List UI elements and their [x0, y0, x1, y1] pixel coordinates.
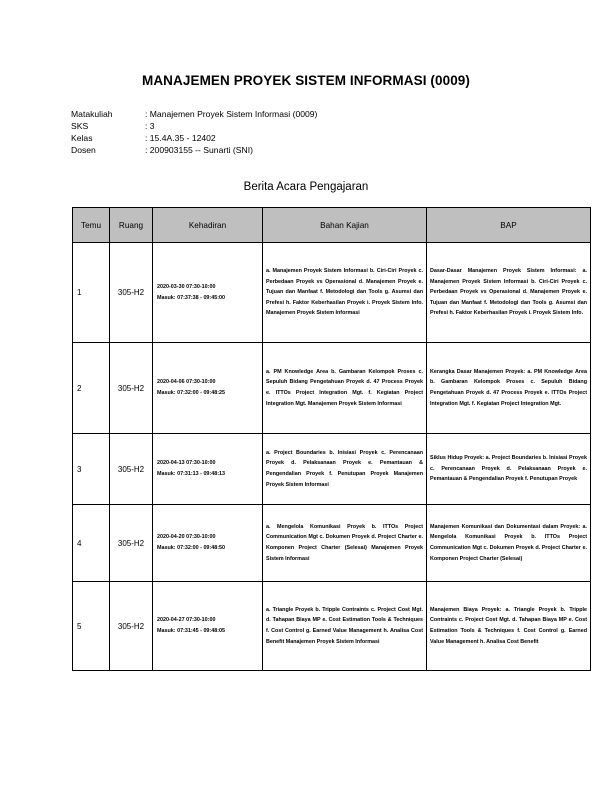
kehadiran-date: 2020-04-20 07:30-10:00	[157, 534, 216, 540]
teaching-record-table	[72, 207, 591, 671]
ruang-cell: 305-H2	[110, 343, 153, 434]
bap-cell: Siklus Hidup Proyek: a. Project Boundaries b. Inisiasi Proyek c. Perencanaan Proyek d. Pelaksanaan Proyek e. Pemantauan & Pengendalian Proyek f. Penutupan Proyek	[427, 434, 591, 505]
kehadiran-date: 2020-03-30 07:30-10:00	[157, 283, 216, 290]
ruang-cell: 305-H2	[110, 243, 153, 343]
header-kehadiran: Kehadiran	[153, 208, 263, 243]
bahan-kajian-cell: a. PM Knowledge Area b. Gambaran Kelompok Proses c. Sepuluh Bidang Pengetahuan Proyek d. 47 Process Proyek e. ITTOs Project Integration Mgt. f. Kegiatan Project Integration Mgt. Manajemen Proyek Sistem Informasi	[263, 343, 427, 434]
info-row-matakuliah	[71, 108, 317, 120]
section-subtitle: Berita Acara Pengajaran	[243, 181, 369, 193]
kehadiran-cell	[153, 505, 263, 582]
header-ruang: Ruang	[110, 208, 153, 243]
info-row-dosen	[71, 144, 317, 156]
table-row	[73, 343, 591, 434]
kehadiran-date: 2020-04-27 07:30-10:00	[157, 617, 216, 623]
info-row-kelas	[71, 132, 317, 144]
info-label: SKS	[71, 121, 89, 131]
bahan-kajian-cell: a. Mengelola Komunikasi Proyek b. ITTOs Project Communication Mgt c. Dokumen Proyek d. Project Charter e. Komponen Project Charter (Selesai) Manajemen Proyek Sistem Informasi	[263, 505, 427, 582]
header-bap: BAP	[427, 208, 591, 243]
page-title: MANAJEMEN PROYEK SISTEM INFORMASI (0009)	[141, 73, 471, 88]
table-row	[73, 243, 591, 343]
ruang-cell: 305-H2	[110, 434, 153, 505]
kehadiran-masuk: Masuk: 07:31:13 - 09:48:13	[157, 471, 226, 477]
kehadiran-cell	[153, 434, 263, 505]
header-temu: Temu	[73, 208, 110, 243]
info-row-sks	[71, 120, 317, 132]
info-value: : 200903155 -- Sunarti (SNI)	[145, 145, 253, 155]
bahan-kajian-cell: a. Project Boundaries b. Inisiasi Proyek c. Perencanaan Proyek d. Pelaksanaan Proyek e. Pemantauan & Pengendalian Proyek f. Penutupan Proyek Manajemen Proyek Sistem Informasi	[263, 434, 427, 505]
table-row	[73, 582, 591, 671]
header-bahan-kajian: Bahan Kajian	[263, 208, 427, 243]
temu-cell: 5	[73, 582, 110, 671]
kehadiran-masuk: Masuk: 07:37:38 - 09:45:00	[157, 294, 226, 301]
bahan-kajian-cell: a. Manajemen Proyek Sistem Informasi b. Ciri-Ciri Proyek c. Perbedaan Proyek vs Operasional d. Manajemen Proyek e. Tujuan dan Manfaat f. Metodologi dan Tools g. Asumsi dan Prefesi h. Faktor Keberhasilan Proyek i. Proyek Sistem Info. Manajemen Proyek Sistem Informasi	[263, 243, 427, 343]
bahan-kajian-cell: a. Triangle Proyek b. Tripple Contraints c. Project Cost Mgt. d. Tahapan Biaya MP e. Cost Estimation Tools & Techniques f. Cost Control g. Earned Value Management h. Analisa Cost Benefit Manajemen Proyek Sistem Informasi	[263, 582, 427, 671]
kehadiran-masuk: Masuk: 07:32:00 - 09:48:50	[157, 545, 226, 551]
info-value: : 15.4A.35 - 12402	[145, 133, 216, 143]
course-info	[71, 108, 317, 156]
kehadiran-masuk: Masuk: 07:32:00 - 09:48:25	[157, 390, 226, 396]
temu-cell: 2	[73, 343, 110, 434]
kehadiran-cell	[153, 343, 263, 434]
temu-cell: 3	[73, 434, 110, 505]
table-row	[73, 434, 591, 505]
bap-cell: Manajemen Komunikasi dan Dokumentasi dalam Proyek: a. Mengelola Komunikasi Proyek b. ITTOs Project Communication Mgt c. Dokumen Proyek d. Project Charter e. Komponen Project Charter (Selesai)	[427, 505, 591, 582]
temu-cell: 1	[73, 243, 110, 343]
kehadiran-date: 2020-04-13 07:30-10:00	[157, 460, 216, 466]
info-label: Matakuliah	[71, 109, 113, 119]
kehadiran-cell	[153, 243, 263, 343]
ruang-cell: 305-H2	[110, 582, 153, 671]
info-value: : Manajemen Proyek Sistem Informasi (0009)	[145, 109, 318, 119]
kehadiran-masuk: Masuk: 07:31:45 - 09:48:05	[157, 628, 226, 634]
kehadiran-date: 2020-04-06 07:30-10:00	[157, 379, 216, 385]
ruang-cell: 305-H2	[110, 505, 153, 582]
table-row	[73, 505, 591, 582]
table-header-row	[73, 208, 591, 243]
info-label: Kelas	[71, 133, 93, 143]
bap-cell: Dasar-Dasar Manajemen Proyek Sistem Informasi: a. Manajemen Proyek Sistem Informasi b. Ciri-Ciri Proyek c. Perbedaan Proyek vs Operasional d. Manajemen Proyek e. Tujuan dan Manfaat f. Metodologi dan Tools g. Asumsi dan Prefesi h. Faktor Keberhasilan Proyek i. Proyek Sistem Info.	[427, 243, 591, 343]
info-value: : 3	[145, 121, 155, 131]
info-label: Dosen	[71, 145, 96, 155]
bap-cell: Manajemen Biaya Proyek: a. Triangle Proyek b. Tripple Contraints c. Project Cost Mgt. d. Tahapan Biaya MP e. Cost Estimation Tools & Techniques f. Cost Control g. Earned Value Management h. Analisa Cost Benefit	[427, 582, 591, 671]
bap-cell: Kerangka Dasar Manajemen Proyek: a. PM Knowledge Area b. Gambaran Kelompok Proses c. Sepuluh Bidang Pengetahuan Proyek d. 47 Process Proyek e. ITTOs Project Integration Mgt. f. Kegiatan Project Integration Mgt.	[427, 343, 591, 434]
kehadiran-cell	[153, 582, 263, 671]
temu-cell: 4	[73, 505, 110, 582]
